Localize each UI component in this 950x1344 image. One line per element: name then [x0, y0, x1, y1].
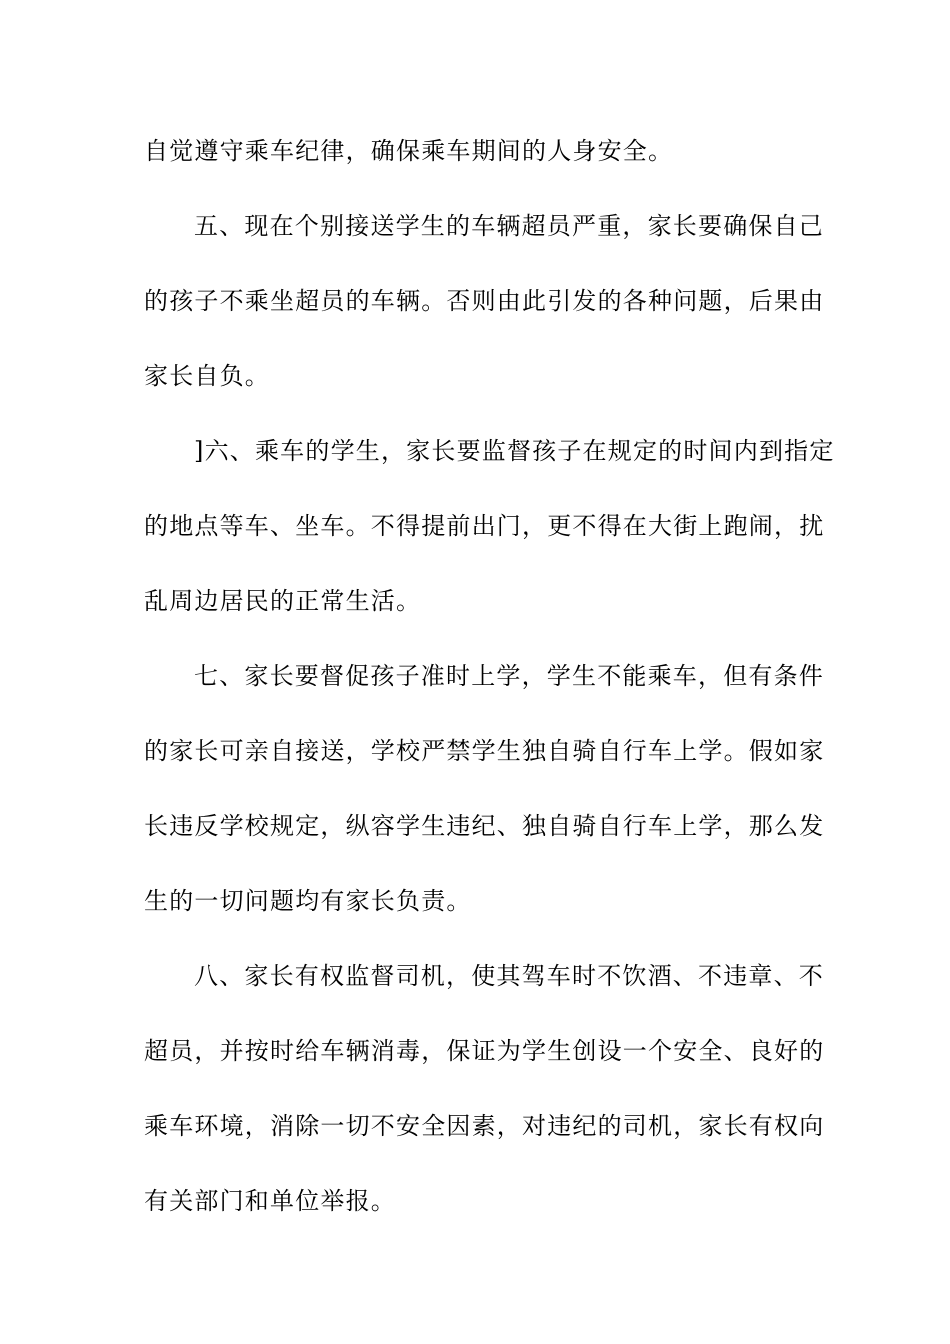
text-line: 生的一切问题均有家长负责。: [144, 887, 472, 915]
paragraph-item-eight: [144, 939, 825, 1239]
paragraph-item-six: [144, 414, 835, 639]
text-line: 长违反学校规定，纵容学生违纪、独自骑自行车上学，那么发: [144, 812, 825, 840]
text-line: 自觉遵守乘车纪律，确保乘车期间的人身安全。: [144, 137, 674, 165]
text-line: 的家长可亲自接送，学校严禁学生独自骑自行车上学。假如家: [144, 737, 825, 765]
paragraph-continued: [144, 114, 806, 189]
text-line: 的地点等车、坐车。不得提前出门，更不得在大街上跑闹，扰: [144, 512, 825, 540]
text-line: 七、家长要督促孩子准时上学，学生不能乘车，但有条件: [194, 662, 824, 690]
text-line: 乘车环境，消除一切不安全因素，对违纪的司机，家长有权向: [144, 1112, 825, 1140]
paragraph-item-five: [144, 189, 825, 414]
text-line: 超员，并按时给车辆消毒，保证为学生创设一个安全、良好的: [144, 1037, 825, 1065]
text-line: 有关部门和单位举报。: [144, 1187, 396, 1215]
text-line: 八、家长有权监督司机，使其驾车时不饮酒、不违章、不: [194, 962, 824, 990]
text-line: 的孩子不乘坐超员的车辆。否则由此引发的各种问题，后果由: [144, 287, 825, 315]
paragraph-item-seven: [144, 639, 825, 939]
text-line: 五、现在个别接送学生的车辆超员严重，家长要确保自己: [194, 212, 824, 240]
text-line: 乱周边居民的正常生活。: [144, 587, 422, 615]
text-line: ]六、乘车的学生，家长要监督孩子在规定的时间内到指定: [194, 437, 835, 465]
text-line: 家长自负。: [144, 362, 270, 390]
